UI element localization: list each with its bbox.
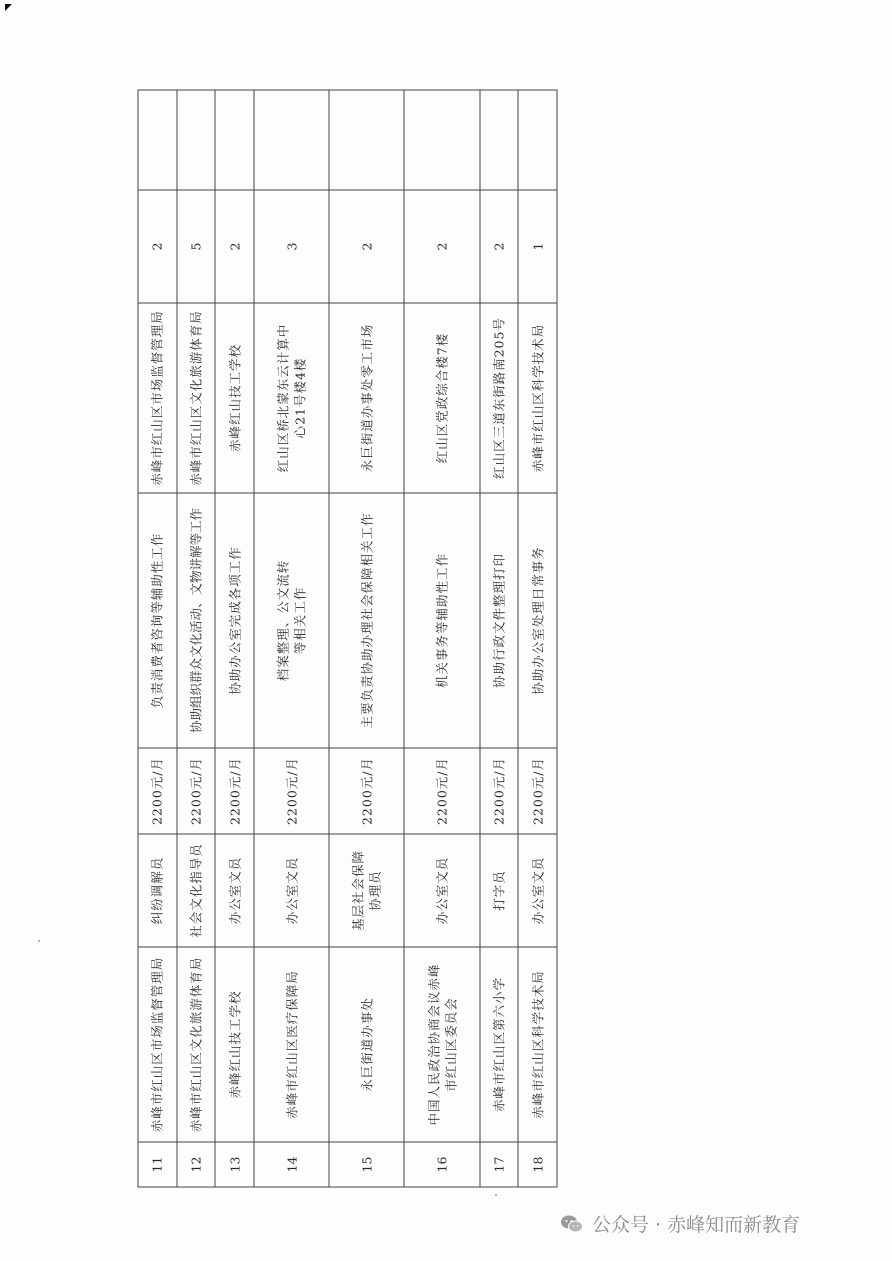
cell-salary: 2200元/月 bbox=[518, 748, 557, 834]
cell-unit: 赤峰市红山区医疗保障局 bbox=[254, 947, 329, 1142]
cell-unit: 永巨街道办事处 bbox=[329, 947, 404, 1142]
cell-no: 13 bbox=[215, 1142, 254, 1187]
cell-duties: 主要负责协助办理社会保障相关工作 bbox=[329, 493, 404, 748]
cell-duties: 协助组织群众文化活动、文物讲解等工作 bbox=[177, 493, 216, 748]
cell-location: 赤峰红山技工学校 bbox=[215, 303, 254, 493]
wechat-icon bbox=[560, 1214, 584, 1234]
cell-duties: 档案整理、公文流转等相关工作 bbox=[254, 493, 329, 748]
table-row bbox=[215, 90, 254, 1187]
cell-count: 2 bbox=[404, 190, 479, 303]
cell-no: 16 bbox=[404, 1142, 479, 1187]
cell-count: 1 bbox=[518, 190, 557, 303]
scan-speck bbox=[495, 1194, 497, 1196]
cell-count: 2 bbox=[138, 190, 177, 303]
cell-no: 18 bbox=[518, 1142, 557, 1187]
cell-unit: 赤峰红山技工学校 bbox=[215, 947, 254, 1142]
cell-note bbox=[215, 90, 254, 190]
cell-salary: 2200元/月 bbox=[254, 748, 329, 834]
scan-speck bbox=[38, 940, 40, 942]
cell-position: 纠纷调解员 bbox=[138, 834, 177, 947]
watermark-text: 公众号 · 赤峰知而新教育 bbox=[592, 1214, 801, 1236]
cell-location: 红山区三道东街路南205号 bbox=[480, 303, 519, 493]
table-row bbox=[480, 90, 519, 1187]
cell-location: 赤峰市红山区文化旅游体育局 bbox=[177, 303, 216, 493]
cell-count: 2 bbox=[480, 190, 519, 303]
cell-salary: 2200元/月 bbox=[215, 748, 254, 834]
cell-count: 2 bbox=[329, 190, 404, 303]
table-row bbox=[138, 90, 177, 1187]
cell-position: 基层社会保障协理员 bbox=[329, 834, 404, 947]
cell-count: 2 bbox=[215, 190, 254, 303]
cell-duties: 负责消费者咨询等辅助性工作 bbox=[138, 493, 177, 748]
cell-no: 12 bbox=[177, 1142, 216, 1187]
cell-note bbox=[138, 90, 177, 190]
cell-no: 17 bbox=[480, 1142, 519, 1187]
cell-location: 红山区桥北蒙东云计算中心21号楼4楼 bbox=[254, 303, 329, 493]
cell-count: 3 bbox=[254, 190, 329, 303]
cell-note bbox=[329, 90, 404, 190]
table-row bbox=[518, 90, 557, 1187]
cell-count: 5 bbox=[177, 190, 216, 303]
wechat-watermark bbox=[560, 1210, 800, 1237]
cell-location: 赤峰市红山区科学技术局 bbox=[518, 303, 557, 493]
cell-note bbox=[518, 90, 557, 190]
cell-position: 办公室文员 bbox=[404, 834, 479, 947]
cell-salary: 2200元/月 bbox=[480, 748, 519, 834]
cell-duties: 机关事务等辅助性工作 bbox=[404, 493, 479, 748]
table-body bbox=[138, 90, 557, 1187]
cell-note bbox=[254, 90, 329, 190]
cell-unit: 赤峰市红山区第六小学 bbox=[480, 947, 519, 1142]
cell-note bbox=[404, 90, 479, 190]
cell-unit: 赤峰市红山区市场监督管理局 bbox=[138, 947, 177, 1142]
cell-salary: 2200元/月 bbox=[329, 748, 404, 834]
job-table bbox=[138, 90, 558, 1188]
cell-position: 社会文化指导员 bbox=[177, 834, 216, 947]
cell-location: 红山区党政综合楼7楼 bbox=[404, 303, 479, 493]
cell-salary: 2200元/月 bbox=[404, 748, 479, 834]
cell-location: 赤峰市红山区市场监督管理局 bbox=[138, 303, 177, 493]
cell-unit: 中国人民政治协商会议赤峰市红山区委员会 bbox=[404, 947, 479, 1142]
cell-no: 11 bbox=[138, 1142, 177, 1187]
cell-position: 打字员 bbox=[480, 834, 519, 947]
cell-position: 办公室文员 bbox=[518, 834, 557, 947]
cell-no: 15 bbox=[329, 1142, 404, 1187]
table-row bbox=[254, 90, 329, 1187]
cell-no: 14 bbox=[254, 1142, 329, 1187]
cell-duties: 协助办公室处理日常事务 bbox=[518, 493, 557, 748]
cell-salary: 2200元/月 bbox=[177, 748, 216, 834]
cell-unit: 赤峰市红山区科学技术局 bbox=[518, 947, 557, 1142]
cell-position: 办公室文员 bbox=[254, 834, 329, 947]
table-row bbox=[329, 90, 404, 1187]
cell-salary: 2200元/月 bbox=[138, 748, 177, 834]
rotated-table-block bbox=[138, 91, 558, 1188]
cell-position: 办公室文员 bbox=[215, 834, 254, 947]
cell-duties: 协助办公室完成各项工作 bbox=[215, 493, 254, 748]
cell-duties: 协助行政文件整理打印 bbox=[480, 493, 519, 748]
cell-location: 永巨街道办事处零工市场 bbox=[329, 303, 404, 493]
cell-note bbox=[480, 90, 519, 190]
corner-mark bbox=[5, 4, 12, 11]
cell-note bbox=[177, 90, 216, 190]
cell-unit: 赤峰市红山区文化旅游体育局 bbox=[177, 947, 216, 1142]
table-row bbox=[177, 90, 216, 1187]
table-row bbox=[404, 90, 479, 1187]
